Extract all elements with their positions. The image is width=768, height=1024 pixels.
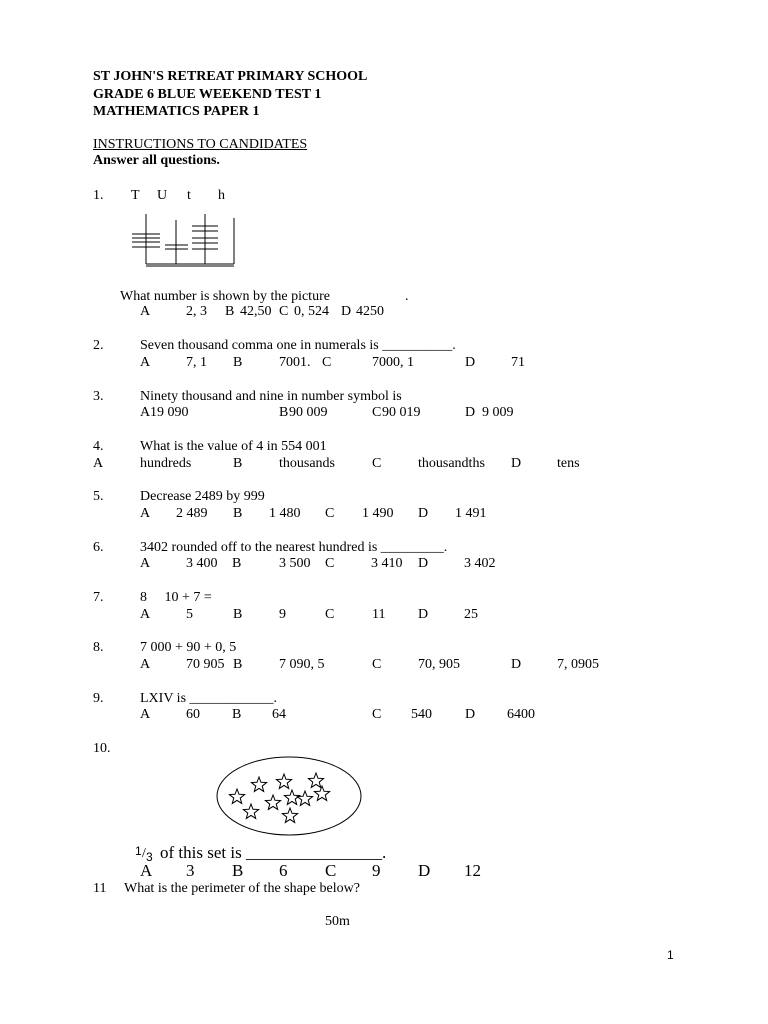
q4-option-c-letter: C — [372, 456, 382, 471]
star-shape — [251, 777, 266, 791]
q4-option-a-letter: A — [93, 456, 104, 471]
instructions-text: Answer all questions. — [93, 153, 220, 168]
q5-option-b-letter: B — [233, 506, 243, 521]
q2-option-a-letter: A — [140, 355, 151, 370]
q3-stem: Ninety thousand and nine in number symbol is — [140, 389, 402, 404]
page-number: 1 — [667, 948, 674, 962]
q1-number: 1. — [93, 188, 104, 203]
q2-option-d-value: 71 — [511, 355, 525, 370]
q1-stem: What number is shown by the picture — [120, 289, 330, 304]
q1-stem-dot: . — [405, 289, 409, 304]
q10-option-a-letter: A — [140, 861, 153, 880]
q8-number: 8. — [93, 640, 104, 655]
q3-option-b-value: 90 009 — [289, 405, 328, 420]
q9-number: 9. — [93, 691, 104, 706]
q9-option-c-letter: C — [372, 707, 382, 722]
q1-option-b-value: 42,50 — [240, 304, 272, 319]
star-shape — [265, 795, 280, 809]
star-shape — [229, 789, 244, 803]
q5-option-b-value: 1 480 — [269, 506, 301, 521]
q6-option-c-value: 3 410 — [371, 556, 403, 571]
q1-option-b-letter: B — [225, 304, 235, 319]
paper-title: MATHEMATICS PAPER 1 — [93, 104, 260, 119]
q6-number: 6. — [93, 540, 104, 555]
q8-option-d-value: 7, 0905 — [557, 657, 599, 672]
q10-option-c-value: 9 — [372, 861, 381, 880]
q1-option-a-value: 2, 3 — [186, 304, 207, 319]
q9-option-b-letter: B — [232, 707, 242, 722]
q3-option-a-value: 19 090 — [150, 405, 189, 420]
q2-stem: Seven thousand comma one in numerals is __________. — [140, 338, 456, 353]
q10-fraction-numerator: 1 — [135, 844, 142, 858]
q1-option-d-letter: D — [341, 304, 352, 319]
q8-option-c-letter: C — [372, 657, 382, 672]
q10-fraction-denominator: 3 — [146, 850, 153, 864]
q10-option-a-value: 3 — [186, 861, 195, 880]
star-shape — [308, 773, 323, 787]
instructions-heading: INSTRUCTIONS TO CANDIDATES — [93, 137, 308, 152]
q8-option-c-value: 70, 905 — [418, 657, 460, 672]
q1-option-c-letter: C — [279, 304, 289, 319]
q2-option-b-letter: B — [233, 355, 243, 370]
star-shape — [243, 804, 258, 818]
q4-option-d-letter: D — [511, 456, 522, 471]
star-set-figure — [216, 756, 362, 836]
q4-number: 4. — [93, 439, 104, 454]
q5-option-a-letter: A — [140, 506, 151, 521]
q2-option-b-value: 7001. — [279, 355, 311, 370]
q4-option-c-value: thousandths — [418, 456, 485, 471]
q10-number: 10. — [93, 741, 111, 756]
q5-option-a-value: 2 489 — [176, 506, 208, 521]
q4-option-b-value: thousands — [279, 456, 335, 471]
school-name: ST JOHN'S RETREAT PRIMARY SCHOOL — [93, 69, 368, 84]
star-shape — [284, 790, 299, 804]
q9-option-d-letter: D — [465, 707, 476, 722]
q9-option-b-value: 64 — [272, 707, 286, 722]
q3-option-d-value: 9 009 — [482, 405, 514, 420]
star-shape — [297, 791, 312, 805]
q7-stem: 8 10 + 7 = — [140, 590, 212, 605]
q6-option-c-letter: C — [325, 556, 335, 571]
q4-option-a-value: hundreds — [140, 456, 192, 471]
q7-option-d-letter: D — [418, 607, 429, 622]
q6-option-b-value: 3 500 — [279, 556, 311, 571]
q3-number: 3. — [93, 389, 104, 404]
q5-option-c-value: 1 490 — [362, 506, 394, 521]
star-shape — [276, 774, 291, 788]
q6-stem: 3402 rounded off to the nearest hundred is _________. — [140, 540, 448, 555]
q6-option-a-value: 3 400 — [186, 556, 218, 571]
q11-number: 11 — [93, 881, 107, 896]
q9-option-a-letter: A — [140, 707, 151, 722]
q7-option-b-letter: B — [233, 607, 243, 622]
q5-option-d-value: 1 491 — [455, 506, 487, 521]
q10-option-d-letter: D — [418, 861, 431, 880]
q8-stem: 7 000 + 90 + 0, 5 — [140, 640, 237, 655]
q11-dimension-label: 50m — [325, 914, 350, 929]
q1-option-d-value: 4250 — [356, 304, 384, 319]
q7-option-a-value: 5 — [186, 607, 193, 622]
q7-option-d-value: 25 — [464, 607, 478, 622]
q7-option-a-letter: A — [140, 607, 151, 622]
q4-stem: What is the value of 4 in 554 001 — [140, 439, 327, 454]
q7-option-c-value: 11 — [372, 607, 386, 622]
q8-option-d-letter: D — [511, 657, 522, 672]
q3-option-b-letter: B — [279, 405, 289, 420]
q8-option-a-letter: A — [140, 657, 151, 672]
abacus-figure — [128, 214, 240, 270]
q6-option-b-letter: B — [232, 556, 242, 571]
q10-stem: of this set is ________________. — [160, 843, 387, 862]
q11-stem: What is the perimeter of the shape below? — [124, 881, 360, 896]
q10-option-c-letter: C — [325, 861, 337, 880]
q5-number: 5. — [93, 489, 104, 504]
q7-number: 7. — [93, 590, 104, 605]
q1-place-h: h — [218, 188, 225, 203]
q6-option-d-letter: D — [418, 556, 429, 571]
q3-option-c-letter: C — [372, 405, 382, 420]
q8-option-b-letter: B — [233, 657, 243, 672]
q6-option-d-value: 3 402 — [464, 556, 496, 571]
q9-option-d-value: 6400 — [507, 707, 535, 722]
q4-option-d-value: tens — [557, 456, 580, 471]
q3-option-c-value: 90 019 — [382, 405, 421, 420]
q1-place-t-lower: t — [187, 188, 191, 203]
q1-option-c-value: 0, 524 — [294, 304, 329, 319]
q10-option-b-value: 6 — [279, 861, 288, 880]
q10-option-b-letter: B — [232, 861, 244, 880]
q1-place-u: U — [157, 188, 168, 203]
q7-option-b-value: 9 — [279, 607, 286, 622]
q5-stem: Decrease 2489 by 999 — [140, 489, 265, 504]
q2-number: 2. — [93, 338, 104, 353]
q2-option-a-value: 7, 1 — [186, 355, 207, 370]
q6-option-a-letter: A — [140, 556, 151, 571]
q10-option-d-value: 12 — [464, 861, 481, 880]
q1-place-t-upper: T — [131, 188, 140, 203]
q10-fraction-slash: / — [142, 846, 146, 861]
q4-option-b-letter: B — [233, 456, 243, 471]
q3-option-d-letter: D — [465, 405, 476, 420]
test-title: GRADE 6 BLUE WEEKEND TEST 1 — [93, 87, 322, 102]
q8-option-b-value: 7 090, 5 — [279, 657, 325, 672]
q2-option-c-letter: C — [322, 355, 332, 370]
q5-option-c-letter: C — [325, 506, 335, 521]
q9-option-c-value: 540 — [411, 707, 432, 722]
star-shape — [282, 808, 297, 822]
q2-option-d-letter: D — [465, 355, 476, 370]
q2-option-c-value: 7000, 1 — [372, 355, 414, 370]
q9-stem: LXIV is ____________. — [140, 691, 278, 706]
q5-option-d-letter: D — [418, 506, 429, 521]
q7-option-c-letter: C — [325, 607, 335, 622]
q9-option-a-value: 60 — [186, 707, 200, 722]
q3-option-a-letter: A — [140, 405, 151, 420]
q1-option-a-letter: A — [140, 304, 151, 319]
star-shape — [314, 786, 329, 800]
q8-option-a-value: 70 905 — [186, 657, 225, 672]
